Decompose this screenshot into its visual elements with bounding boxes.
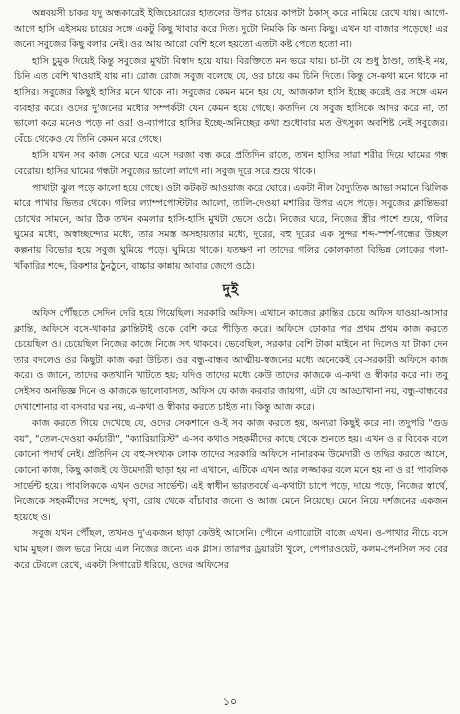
- paragraph: অফিস পৌঁছতে সেদিন দেরি হয়ে গিয়েছিল। সরকারি অফিস। এখানে কাজের ক্লান্তির চেয়ে অফিস যাওয়া-আসার ক্লান্তি, অফিসে বসে-থাকার ক্লান্তিটাই ওকে বেশি করে পীড়িত করে। অফিসে ঢোকার পর প্রথম প্রথম কাজ করতে চেয়েছিল ও। চেয়েছিল নিজের কাজে নিজে সৎ থাকবে। ভেবেছিল, সরকার বেশি টাকা মাইনে না দিলেও যা টাকা দেন তার বদলেও ওর কিছুটা কাজ করা উচিত। ওর বন্ধু-বান্ধব আত্মীয়-স্বজনের মধ্যে অনেকেই বে-সরকারী অফিসে কাজ করে। ও জানে, তাদের কতখানি খাটতে হয়; যদিও তাদের মধ্যে কেউ তাদের কাজকে এ-কথা ও স্বীকার করে না। তবু সেইসব অনভিজ্ঞ দিনে ও কাজকে ভালোবাসত, অফিস যে কাজ করবার জায়গা, এটা যে আড্ডাখানা নয়, বন্ধু-বান্ধবের দেখাশোনার বা বসবার ঘর নয়, এ-কথা ও স্বীকার করতে চাইত না। কিন্তু আজ করে।: [14, 308, 448, 413]
- paragraph: কাজ করতে গিয়ে দেখেছে যে, ওদের সেকশানে ও-ই সব কাজ করতে হয়, অন্যরা কিছুই করে না। তদুপরি "গুড বয়", "তেল-দেওয়া কর্মচারী", "ক্যারিয়ারিস্ট" এ-সব কথাও সহকর্মীদের কাছে থেকে শুনতে হয়। এখন ও র বিবেক বলে কোনো পদার্থ নেই। প্রতিদিন যে বহু-সংখ্যক লোক তাদের সরকারি অফিসে নানারকম উমেদারী ও তদ্বির করতে আসে, কোনো কাজ, কিছু কাজই যে উমেদারী ছাড়া হয় না এখানে, এটিকে এখন আর লজ্জাকর বলে মনে হয় না ও র! পাবলিক সার্ভেন্ট হয়ে। পাবলিককে এখন ওদের সার্ভেন্ট। এই স্বাধীন ভারতবর্ষে এ-কথাটা চাপে পড়ে, দায়ে পড়ে, নিজের স্বার্থে, নিজেকে সহকর্মীদের সন্দেহ, ঘৃণা, রোষ থেকে বাঁচাবার জন্যে ও আজ মেনে নিয়েছে। মেনে নিয়ে দর্শজনের একজন হয়েছে ও।: [14, 418, 448, 523]
- page-number: ১০: [222, 695, 238, 708]
- paragraph: পাখাটা ঝুল পড়ে কালো হয়ে গেছে। ওটা কটকট আওয়াজ করে ঘোরে। একটা নীল বৈদ্যুতিক আভা সমানে ঝিলিক মারে পাখার ভিতর থেকে। গলির ল্যাম্পপোস্টটার আলো, তালি-দেওয়া মশারির উপর এসে পড়ে। সবুজের ক্লান্তিভরা চোখের সামনে, আর ঠিক তখন কমলার হাসি-হাসি মুখটা ভেসে ওঠে। নিজের ঘরে, নিজের স্ত্রীর পাশে শুয়ে, গলির ঘুমের মধ্যে, অস্বাচ্ছন্দ্যের মধ্যে, তার সমস্ত অসহায়তার মধ্যে, দূরের, বহু দূরের এক সুন্দর শব্দ-স্পর্শ-গন্ধের উচ্ছল কল্পনায় বিভোর হয়ে সবুজ ঘুমিয়ে পড়ে। ঘুমিয়ে থাকে। যতক্ষণ না তাদের গলির কোলকাতা বিভিন্ন লোকের গলা-খাঁকারির শব্দে, রিকশার ঠুনঠুনে, বাচ্চার কান্নায় আবার জেগে ওঠে।: [14, 182, 448, 272]
- paragraph: অন্নবয়সী চাকর যদু অন্ধকারেই ইজিচেয়ারের হাতলের উপর চায়ের কাপটা ঠকাস্ করে নামিয়ে রেখে যায়। আগে-আগে হাসি এইসময় চায়ের সঙ্গে একটু কিছু খাবার করে দিত। দুটো নিমকি কি অন্য কিছু। এখন যা বাজার পড়েছে! এর জন্যে সবুজের কিছু বলার নেই। ওর আয় আরো বেশি হলে হয়তো এতটা কষ্ট পেতে হতো না।: [14, 8, 448, 51]
- section-heading: দুই: [222, 282, 240, 299]
- paragraph: সবুজ যখন পৌঁছল, তখনও দু'একজন ছাড়া কেউই আসেনি। পৌনে এগারোটা বাজে এখন। ও-পাখার নীচে বসে ঘাম মুছল। জল ভরে নিয়ে এল নিজের জন্যে এক গ্লাস। তারপর ড্রয়ারটা খুলে, পেপারওয়েট, কলম-পেনসিল সব বের করে টেবলে রেখে, একটা সিগারেট ধরিয়ে, ওদের অফিসের: [14, 528, 448, 571]
- paragraph: হাসি চুমুক দিয়েই কিন্তু সবুজের মুখটা বিস্বাদ হয়ে যায়। বিরক্তিতে মন ভরে যায়। চা-টা যে শুধু ঠাণ্ডা, তাই-ই নয়, চিনি এত বেশি খাওয়াই যায় না। রোজ রোজ সবুজ বলেছে যে, ওর চায়ে কম চিনি দিতে। কিন্তু সে-কথা মনে থাকে না হাসির। সবুজের কিছুই হাসির মনে থাকে না। সবুজের কেমন মনে হয় যে, আজকাল হাসি ইচ্ছে করেই ওর সঙ্গে এমন ব্যবহার করে। ওদের দু'জনের মধ্যের সম্পর্কটা যেন কেমন হয়ে গেছে। কতদিন যে সবুজ হাসিকে আদর করে না, তা ভালো করে মনেও পড়ে না ওর! ও-ব্যাপারে হাসির ইচ্ছে-অনিচ্ছের কথা শুধোবার মত ঔৎসুক্য অবশিষ্ট নেই সবুজের। বেঁচে থেকেও যে তিনি কেমন মরে গেছে।: [14, 55, 448, 145]
- paragraph: হাসি যখন সব কাজ সেরে ঘরে এসে দরজা বন্ধ করে প্রতিদিন রাতে, তখন হাসির সারা শরীর দিয়ে ঘামের গন্ধ বেরোয়। হাসির ঘামের গন্ধটা সবুজের ভালো লাগে না। সবুজ দূরে সরে শুয়ে থাকে।: [14, 150, 448, 177]
